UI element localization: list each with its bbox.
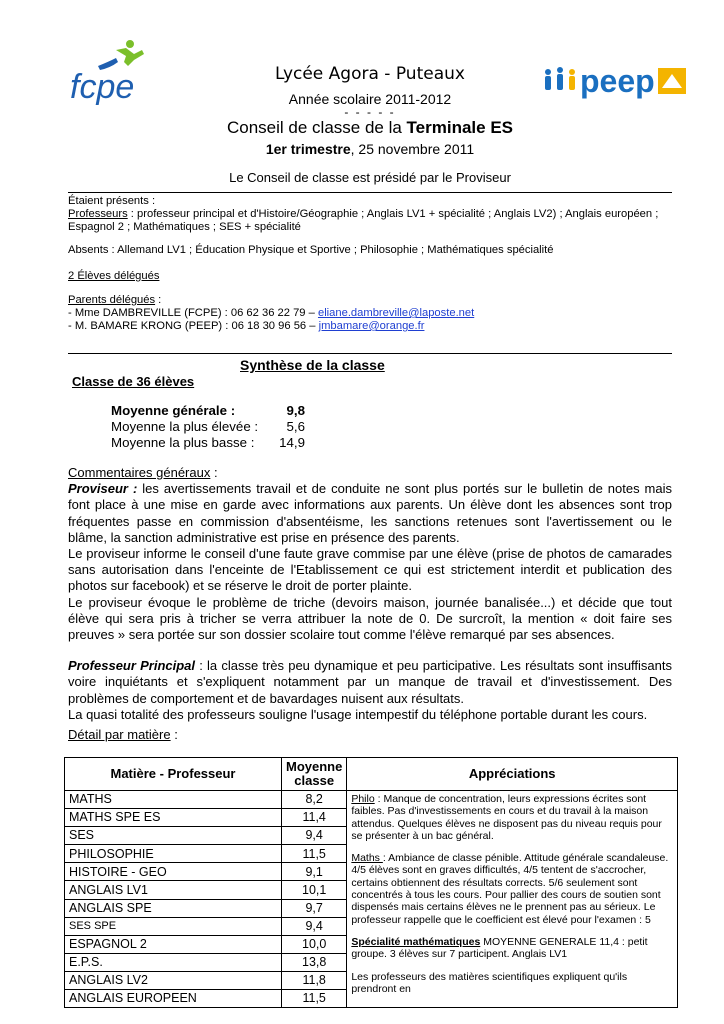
stat-row bbox=[111, 419, 305, 435]
class-size: Classe de 36 élèves bbox=[72, 374, 195, 389]
parent-1 bbox=[68, 307, 668, 320]
council-date: , 25 novembre 2011 bbox=[350, 141, 475, 157]
subject-average: 11,4 bbox=[282, 809, 347, 827]
spacer bbox=[68, 643, 672, 658]
stat-row bbox=[111, 403, 305, 419]
comments-label-line bbox=[68, 465, 672, 481]
detail-label-line bbox=[68, 727, 178, 742]
subject-average: 9,7 bbox=[282, 899, 347, 917]
stat-value: 5,6 bbox=[286, 419, 305, 434]
proviseur-text-1: les avertissements travail et de conduite ne sont plus portés sur le bulletin de notes mais font place à une mise en garde avec informations aux parents. Un élève dont les absences sont trop fréquentes passe en commission d'absentéisme, les sanctions retenues sont l'avertissement ou le blâme, la sanction administrative est prise en présence des parents. bbox=[68, 481, 672, 545]
subject-name: ANGLAIS EUROPEEN bbox=[65, 990, 282, 1008]
table-row bbox=[65, 791, 678, 809]
subject-name: ANGLAIS LV2 bbox=[65, 971, 282, 989]
presided-by: Le Conseil de classe est présidé par le Proviseur bbox=[229, 170, 511, 185]
teachers-label: Professeurs bbox=[68, 208, 128, 220]
parent-2-text: - M. BAMARE KRONG (PEEP) : 06 18 30 96 56 – bbox=[68, 320, 319, 332]
subject-average: 13,8 bbox=[282, 953, 347, 971]
parent-2 bbox=[68, 320, 668, 333]
proviseur-p1 bbox=[68, 481, 672, 546]
header-average: Moyenne classe bbox=[282, 758, 347, 791]
parent-2-email-link[interactable]: jmbamare@orange.fr bbox=[318, 320, 425, 332]
appr-maths-text: : Ambiance de classe pénible. Attitude générale scandaleuse. 4/5 élèves sont en graves difficultés, 4/5 tentent de s'accrocher, certains obtiennent des résultats corrects. 5/6 seulement sont concentrés à tous les cours. Pour pallier des cours de soutien sont dispensés mais certains élèves ne le prennent pas au sérieux. Le professeur rappelle que le coefficient est élevé pour l'examen : 5 bbox=[351, 852, 669, 926]
parents-colon: : bbox=[155, 294, 162, 306]
detail-colon: : bbox=[170, 727, 178, 742]
appr-spe bbox=[351, 936, 673, 961]
subject-average: 11,8 bbox=[282, 971, 347, 989]
delegates-line: 2 Élèves délégués bbox=[68, 270, 160, 282]
subject-table bbox=[64, 757, 678, 1008]
council-class: Terminale ES bbox=[406, 118, 513, 137]
proviseur-label: Proviseur : bbox=[68, 481, 138, 497]
parent-1-text: - Mme DAMBREVILLE (FCPE) : 06 62 36 22 79 – bbox=[68, 307, 318, 319]
present-label: Étaient présents : bbox=[68, 195, 156, 207]
subject-average: 9,4 bbox=[282, 917, 347, 935]
header-dashes: - - - - - bbox=[344, 105, 396, 119]
proviseur-p2: Le proviseur informe le conseil d'une faute grave commise par une élève (prise de photos de camarades sans autorisation dans l'enceinte de l'Etablissement ce qui est strictement interdit et publication des photos sur facebook) et se réserve le droit de porter plainte. bbox=[68, 546, 672, 594]
appr-sci: Les professeurs des matières scientifiques expliquent qu'ils prendront en bbox=[351, 970, 628, 995]
appreciations-cell bbox=[347, 791, 678, 1008]
peep-logo bbox=[540, 60, 690, 100]
school-year: Année scolaire 2011-2012 bbox=[288, 91, 452, 107]
appr-philo bbox=[351, 793, 673, 842]
subject-name: PHILOSOPHIE bbox=[65, 845, 282, 863]
stat-value: 14,9 bbox=[279, 435, 305, 450]
svg-text:fcpe: fcpe bbox=[70, 68, 135, 106]
subject-name: SES SPE bbox=[65, 917, 282, 935]
comments-colon: : bbox=[210, 465, 218, 480]
pp-text-1: : la classe très peu dynamique et peu participative. Les résultats sont insuffisants voire inquiétants et s'expliquent notamment par un manque de travail et d'investissement. Des problèmes de comportement et de bavardages nuisent aux résultats. bbox=[68, 658, 672, 706]
synthesis-title: Synthèse de la classe bbox=[240, 357, 385, 373]
teachers-line bbox=[68, 208, 668, 234]
table-header-row bbox=[65, 758, 678, 791]
subject-average: 11,5 bbox=[282, 990, 347, 1008]
subject-name: E.P.S. bbox=[65, 953, 282, 971]
fcpe-logo bbox=[68, 36, 148, 106]
subject-average: 9,1 bbox=[282, 863, 347, 881]
appr-maths bbox=[351, 852, 673, 926]
trimester-line bbox=[180, 141, 560, 157]
subject-average: 8,2 bbox=[282, 791, 347, 809]
council-prefix: Conseil de classe de la bbox=[227, 118, 407, 137]
divider-synthesis bbox=[68, 353, 672, 354]
proviseur-p3: Le proviseur évoque le problème de triche (devoirs maison, journée banalisée...) et décide que tout élève qui sera pris à tricher se verra attribuer la note de 0. De surcroît, la mention « doit faire ses preuves » sera portée sur son dossier scolaire tout comme l'élève remarqué par ses absences. bbox=[68, 594, 672, 643]
subject-average: 10,1 bbox=[282, 881, 347, 899]
parent-1-email-link[interactable]: eliane.dambreville@laposte.net bbox=[317, 307, 475, 319]
header-subject: Matière - Professeur bbox=[65, 758, 282, 791]
parents-label: Parents délégués bbox=[68, 294, 156, 306]
class-stats bbox=[111, 403, 305, 451]
teachers-text: : professeur principal et d'Histoire/Géographie ; Anglais LV1 + spécialité ; Anglais LV2) ; Anglais européen ; Espagnol 2 ; Mathématiques ; SES + spécialité bbox=[68, 208, 659, 233]
appr-philo-label: Philo bbox=[351, 793, 375, 805]
subject-name: ANGLAIS LV1 bbox=[65, 881, 282, 899]
stat-label: Moyenne générale : bbox=[111, 403, 236, 418]
pp-label: Professeur Principal bbox=[68, 658, 196, 674]
svg-text:peep: peep bbox=[580, 63, 655, 99]
subject-name: MATHS SPE ES bbox=[65, 809, 282, 827]
appr-maths-label: Maths bbox=[351, 852, 383, 865]
subject-name: HISTOIRE - GEO bbox=[65, 863, 282, 881]
appr-spe-text: MOYENNE GENERALE 11,4 : petit groupe. 3 élèves sur 7 participent. Anglais LV1 bbox=[351, 935, 648, 961]
subject-name: ANGLAIS SPE bbox=[65, 899, 282, 917]
general-comments bbox=[68, 465, 672, 723]
header-appreciation: Appréciations bbox=[347, 758, 678, 791]
stat-row bbox=[111, 435, 305, 451]
stat-label: Moyenne la plus basse : bbox=[111, 435, 255, 450]
pp-p1 bbox=[68, 658, 672, 707]
comments-label: Commentaires généraux bbox=[68, 465, 211, 480]
trimester: 1er trimestre bbox=[265, 141, 351, 157]
subject-name: MATHS bbox=[65, 791, 282, 809]
appr-philo-text: : Manque de concentration, leurs expressions écrites sont faibles. Pas d'investissements en cours et du travail à la maison attendus. Quelques élèves ne disposent pas du niveau requis pour se présenter à un bac général. bbox=[351, 793, 662, 842]
subject-average: 10,0 bbox=[282, 935, 347, 953]
subject-average: 11,5 bbox=[282, 845, 347, 863]
attendance-block bbox=[68, 195, 668, 333]
appr-spe-label: Spécialité mathématiques bbox=[351, 935, 481, 948]
detail-label: Détail par matière bbox=[68, 727, 171, 742]
pp-p2: La quasi totalité des professeurs souligne l'usage intempestif du téléphone portable durant les cours. bbox=[68, 706, 648, 722]
council-title bbox=[180, 118, 560, 138]
subject-name: ESPAGNOL 2 bbox=[65, 935, 282, 953]
divider-top bbox=[68, 192, 672, 193]
absents-line: Absents : Allemand LV1 ; Éducation Physique et Sportive ; Philosophie ; Mathématiques spécialité bbox=[68, 244, 554, 256]
stat-value: 9,8 bbox=[286, 403, 305, 418]
stat-label: Moyenne la plus élevée : bbox=[111, 419, 259, 434]
subject-name: SES bbox=[65, 827, 282, 845]
parents-label-line bbox=[68, 294, 668, 307]
school-name: Lycée Agora - Puteaux bbox=[275, 64, 465, 84]
subject-average: 9,4 bbox=[282, 827, 347, 845]
